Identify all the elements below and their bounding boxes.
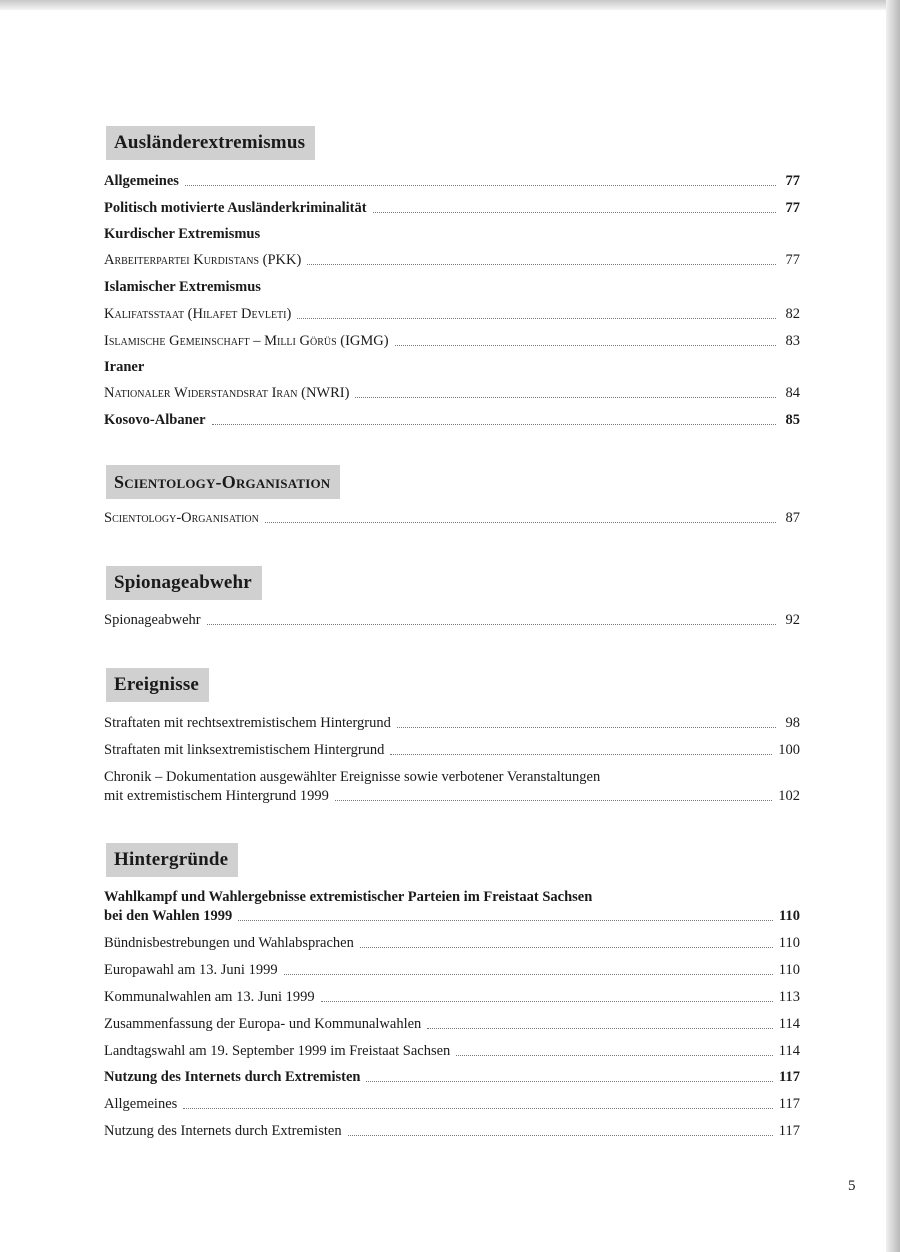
dot-leader	[335, 799, 772, 801]
dot-leader	[390, 753, 772, 755]
dot-leader	[265, 521, 776, 523]
toc-entry-page: 84	[785, 385, 800, 401]
toc-entry-page: 117	[778, 1123, 800, 1139]
dot-leader	[207, 623, 776, 625]
dot-leader	[395, 344, 776, 346]
dot-leader	[355, 396, 776, 398]
toc-subheading: Islamischer Extremismus	[104, 279, 261, 295]
toc-entry-title: Europawahl am 13. Juni 1999	[104, 962, 278, 978]
section-heading-hintergruende: Hintergründe	[106, 843, 238, 877]
toc-entry[interactable]	[104, 410, 800, 430]
toc-entry[interactable]	[104, 960, 800, 980]
toc-entry-title: mit extremistischem Hintergrund 1999	[104, 788, 329, 804]
toc-entry-title: Arbeiterpartei Kurdistans (PKK)	[104, 252, 302, 268]
dot-leader	[185, 184, 776, 186]
toc-entry-title: Kommunalwahlen am 13. Juni 1999	[104, 989, 315, 1005]
dot-leader	[366, 1080, 773, 1082]
section-heading-ereignisse: Ereignisse	[106, 668, 209, 702]
dot-leader	[427, 1027, 772, 1029]
toc-entry-title: Allgemeines	[104, 173, 179, 189]
toc-entry[interactable]	[104, 1121, 800, 1141]
toc-entry-page: 85	[785, 412, 800, 428]
toc-entry-title: Scientology-Organisation	[104, 510, 259, 526]
toc-entry-page: 117	[779, 1069, 800, 1085]
toc-entry[interactable]	[104, 171, 800, 191]
toc-entry-page: 77	[785, 200, 800, 216]
toc-entry-page: 98	[785, 715, 800, 731]
toc-entry[interactable]	[104, 508, 800, 528]
toc-entry-title: Kalifatsstaat (Hilafet Devleti)	[104, 306, 292, 322]
toc-entry-page: 117	[778, 1096, 800, 1112]
toc-entry-page: 92	[785, 612, 800, 628]
toc-entry-line: Wahlkampf und Wahlergebnisse extremistischer Parteien im Freistaat Sachsen	[104, 889, 593, 905]
toc-entry[interactable]	[104, 1014, 800, 1034]
toc-entry-page: 100	[778, 742, 800, 758]
toc-entry-page: 110	[779, 908, 800, 924]
dot-leader	[397, 726, 776, 728]
section-heading-spionageabwehr: Spionageabwehr	[106, 566, 262, 600]
dot-leader	[238, 919, 773, 921]
toc-subheading: Kurdischer Extremismus	[104, 226, 261, 242]
toc-entry-page: 77	[785, 252, 800, 268]
toc-entry-page: 114	[778, 1016, 800, 1032]
toc-entry-page: 87	[785, 510, 800, 526]
toc-entry-title: bei den Wahlen 1999	[104, 908, 233, 924]
toc-entry-title: Landtagswahl am 19. September 1999 im Freistaat Sachsen	[104, 1043, 451, 1059]
scan-right-edge	[886, 0, 900, 1252]
toc-entry[interactable]	[104, 610, 800, 630]
toc-entry-title: Zusammenfassung der Europa- und Kommunalwahlen	[104, 1016, 422, 1032]
toc-entry-title: Kosovo-Albaner	[104, 412, 206, 428]
toc-entry-title: Allgemeines	[104, 1096, 178, 1112]
toc-entry[interactable]	[104, 740, 800, 760]
toc-entry[interactable]	[104, 383, 800, 403]
dot-leader	[360, 946, 773, 948]
toc-entry[interactable]	[104, 331, 800, 351]
toc-entry[interactable]	[104, 987, 800, 1007]
toc-entry[interactable]	[104, 786, 800, 806]
toc-entry-page: 82	[785, 306, 800, 322]
toc-entry-title: Politisch motivierte Ausländerkriminalität	[104, 200, 367, 216]
dot-leader	[284, 973, 773, 975]
toc-entry-title: Bündnisbestrebungen und Wahlabsprachen	[104, 935, 354, 951]
dot-leader	[297, 317, 776, 319]
toc-entry[interactable]	[104, 250, 800, 270]
toc-entry-title: Nutzung des Internets durch Extremisten	[104, 1123, 342, 1139]
section-heading-auslaenderextremismus: Ausländerextremismus	[106, 126, 315, 160]
dot-leader	[373, 211, 776, 213]
toc-entry-page: 110	[778, 935, 800, 951]
toc-entry-title: Islamische Gemeinschaft – Milli Görüs (IGMG)	[104, 333, 389, 349]
toc-entry[interactable]	[104, 304, 800, 324]
toc-entry-page: 83	[785, 333, 800, 349]
toc-subheading: Iraner	[104, 359, 145, 375]
dot-leader	[321, 1000, 773, 1002]
scan-top-edge	[0, 0, 900, 10]
toc-entry[interactable]	[104, 713, 800, 733]
dot-leader	[456, 1054, 772, 1056]
toc-entry-page: 102	[778, 788, 800, 804]
dot-leader	[307, 263, 776, 265]
page-number: 5	[848, 1178, 856, 1194]
toc-entry[interactable]	[104, 906, 800, 926]
toc-entry-page: 114	[778, 1043, 800, 1059]
toc-entry[interactable]	[104, 1094, 800, 1114]
toc-entry-page: 110	[778, 962, 800, 978]
toc-entry-page: 113	[778, 989, 800, 1005]
toc-entry[interactable]	[104, 1067, 800, 1087]
dot-leader	[348, 1134, 773, 1136]
dot-leader	[183, 1107, 772, 1109]
toc-entry-line: Chronik – Dokumentation ausgewählter Ereignisse sowie verbotener Veranstaltungen	[104, 769, 601, 785]
toc-entry[interactable]	[104, 198, 800, 218]
section-heading-scientology: Scientology-Organisation	[106, 465, 340, 499]
toc-entry-title: Straftaten mit linksextremistischem Hintergrund	[104, 742, 385, 758]
toc-entry-page: 77	[785, 173, 800, 189]
dot-leader	[212, 423, 777, 425]
toc-entry-title: Spionageabwehr	[104, 612, 201, 628]
toc-entry-title: Straftaten mit rechtsextremistischem Hintergrund	[104, 715, 391, 731]
toc-entry[interactable]	[104, 1041, 800, 1061]
toc-entry-title: Nutzung des Internets durch Extremisten	[104, 1069, 361, 1085]
toc-entry-title: Nationaler Widerstandsrat Iran (NWRI)	[104, 385, 350, 401]
toc-entry[interactable]	[104, 933, 800, 953]
